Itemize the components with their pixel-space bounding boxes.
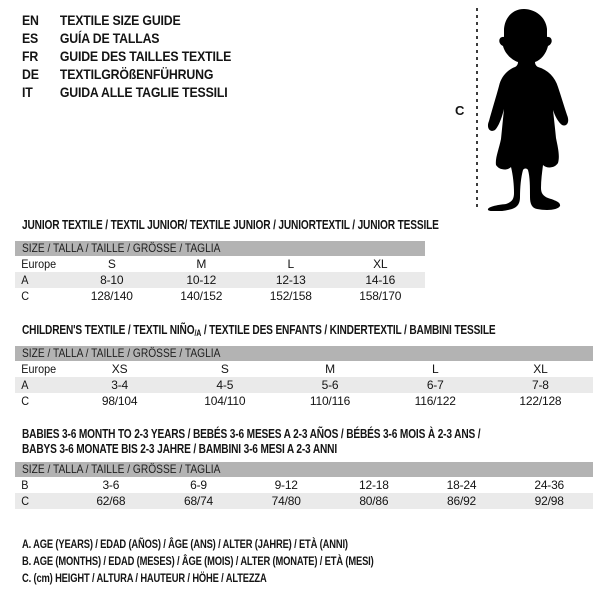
table-row-height (15, 288, 425, 304)
size-cell: XS (111, 362, 128, 376)
children-section-title (22, 322, 495, 341)
lang-row-fr (22, 47, 231, 65)
note-height-cm: C. (cm) HEIGHT / ALTURA / HAUTEUR / HÖHE / ALTEZZA (22, 571, 267, 585)
size-cell: 104/110 (204, 394, 246, 408)
size-cell: 5-6 (321, 378, 339, 392)
babies-title-line1: BABIES 3-6 MONTH TO 2-3 YEARS / BEBÉS 3-6 MESES A 2-3 AÑOS / BÉBÉS 3-6 MOIS À 2-3 ANS / (22, 426, 481, 441)
size-cell: 24-36 (534, 478, 565, 492)
children-size-table (15, 346, 593, 409)
size-cell: 14-16 (365, 273, 396, 287)
size-cell: 7-8 (532, 378, 549, 392)
size-cell: S (107, 257, 116, 271)
size-cell: XL (373, 257, 388, 271)
row-label: C (21, 394, 30, 408)
size-cell: L (431, 362, 439, 376)
table-row-age (15, 272, 425, 288)
children-title-post: / TEXTILE DES ENFANTS / KINDERTEXTIL / BAMBINI TESSILE (201, 322, 496, 337)
size-cell: 98/104 (101, 394, 138, 408)
size-cell: 8-10 (100, 273, 124, 287)
size-cell: 68/74 (183, 494, 214, 508)
lang-code: IT (22, 84, 33, 100)
table-row-height (15, 493, 593, 509)
lang-code: DE (22, 66, 39, 82)
babies-size-table (15, 462, 593, 509)
lang-row-it (22, 83, 231, 101)
size-cell: 9-12 (274, 478, 298, 492)
row-label: Europe (21, 362, 57, 376)
row-label: C (21, 494, 30, 508)
size-header-text: SIZE / TALLA / TAILLE / GRÖSSE / TAGLIA (22, 241, 221, 255)
lang-code: FR (22, 48, 39, 64)
row-label: Europe (21, 257, 57, 271)
size-cell: 4-5 (216, 378, 234, 392)
size-cell: M (196, 257, 207, 271)
table-row-height (15, 393, 593, 409)
size-cell: M (325, 362, 335, 376)
size-cell: 74/80 (271, 494, 301, 508)
size-cell: 10-12 (186, 273, 217, 287)
size-cell: 3-6 (102, 478, 120, 492)
row-label: C (21, 289, 30, 303)
lang-row-es (22, 29, 231, 47)
size-cell: 152/158 (269, 289, 312, 303)
row-label: B (21, 478, 29, 492)
junior-section-title: JUNIOR TEXTILE / TEXTIL JUNIOR/ TEXTILE JUNIOR / JUNIORTEXTIL / JUNIOR TESSILE (22, 217, 439, 232)
baby-silhouette-icon (482, 7, 577, 211)
legend-notes (22, 536, 473, 587)
size-cell: S (220, 362, 229, 376)
lang-row-en (22, 11, 231, 29)
table-row-europe (15, 256, 425, 272)
children-title-sub: /A (194, 328, 202, 338)
lang-label: TEXTILGRÖßENFÜHRUNG (59, 66, 214, 82)
table-row-months (15, 477, 593, 493)
row-label: A (21, 273, 29, 287)
language-list (22, 11, 260, 101)
height-measure-dotted-line (476, 8, 478, 211)
size-cell: 80/86 (359, 494, 389, 508)
lang-label: GUIDE DES TAILLES TEXTILE (59, 48, 232, 64)
size-cell: 12-18 (359, 478, 389, 492)
size-cell: 86/92 (447, 494, 477, 508)
children-title-pre: CHILDREN'S TEXTILE / TEXTIL NIÑO (22, 322, 195, 337)
babies-section-title (22, 426, 480, 456)
size-cell: 140/152 (180, 289, 223, 303)
row-label: A (21, 378, 29, 392)
lang-row-de (22, 65, 231, 83)
table-row-europe (15, 361, 593, 377)
size-header-band (15, 241, 425, 256)
note-age-years: A. AGE (YEARS) / EDAD (AÑOS) / ÂGE (ANS) / ALTER (JAHRE) / ETÀ (ANNI) (22, 537, 348, 551)
size-cell: 62/68 (96, 494, 126, 508)
size-header-text: SIZE / TALLA / TAILLE / GRÖSSE / TAGLIA (22, 462, 221, 476)
lang-label: GUÍA DE TALLAS (59, 30, 160, 46)
lang-code: ES (22, 30, 39, 46)
measure-c-label: C (455, 103, 465, 118)
lang-code: EN (22, 12, 39, 28)
size-cell: 128/140 (90, 289, 133, 303)
size-cell: 92/98 (534, 494, 564, 508)
size-cell: 110/116 (309, 394, 351, 408)
size-cell: L (287, 257, 294, 271)
junior-size-table (15, 241, 425, 304)
size-cell: 18-24 (446, 478, 477, 492)
size-header-band (15, 346, 593, 361)
size-cell: 6-9 (190, 478, 207, 492)
size-cell: 6-7 (426, 378, 444, 392)
lang-label: GUIDA ALLE TAGLIE TESSILI (59, 84, 228, 100)
size-cell: 116/122 (414, 394, 456, 408)
table-row-age (15, 377, 593, 393)
size-cell: 3-4 (111, 378, 128, 392)
size-header-band (15, 462, 593, 477)
size-cell: 122/128 (519, 394, 562, 408)
size-header-text: SIZE / TALLA / TAILLE / GRÖSSE / TAGLIA (22, 346, 221, 360)
size-cell: 158/170 (359, 289, 402, 303)
babies-title-line2: BABYS 3-6 MONATE BIS 2-3 JAHRE / BAMBINI 3-6 MESI A 2-3 ANNI (22, 441, 337, 456)
lang-label: TEXTILE SIZE GUIDE (59, 12, 181, 28)
size-cell: XL (533, 362, 548, 376)
size-cell: 12-13 (275, 273, 306, 287)
note-age-months: B. AGE (MONTHS) / EDAD (MESES) / ÂGE (MOIS) / ALTER (MONATE) / ETÀ (MESI) (22, 554, 374, 568)
